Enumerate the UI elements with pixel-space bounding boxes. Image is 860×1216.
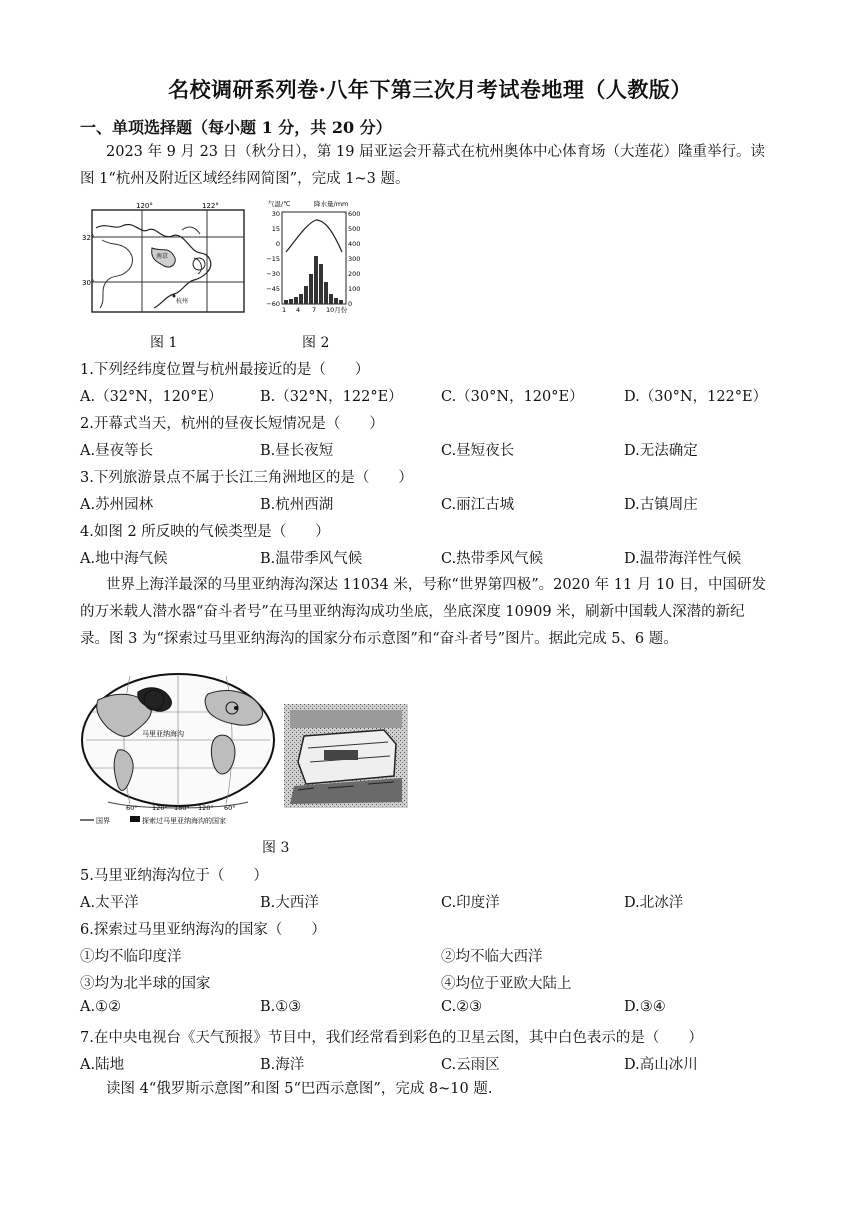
q1-option-b: B.（32°N，122°E） [260, 389, 403, 405]
q6-statement-3: ③均为北半球的国家 [80, 976, 211, 992]
q3-option-b: B.杭州西湖 [260, 497, 334, 513]
fig2-temperature-curve [286, 220, 342, 252]
passage-2-line-1: 世界上海洋最深的马里亚纳海沟深达 11034 米，号称“世界第四极”。2020 年 11 月 10 日，中国研发 [106, 577, 767, 593]
q2-option-c: C.昼短夜长 [441, 443, 515, 459]
q4-stem: 4.如图 2 所反映的气候类型是（ ） [80, 524, 330, 540]
figure-3-world-map [78, 670, 278, 826]
q2-option-d: D.无法确定 [624, 443, 698, 459]
q5-option-c: C.印度洋 [441, 895, 500, 911]
q4-option-a: A.地中海气候 [80, 551, 168, 567]
figure-3-caption: 图 3 [262, 840, 290, 856]
q7-stem: 7.在中央电视台《天气预报》节目中，我们经常看到彩色的卫星云图，其中白色表示的是（ ） [80, 1030, 703, 1046]
q2-option-b: B.昼长夜短 [260, 443, 334, 459]
q1-stem: 1.下列经纬度位置与杭州最接近的是（ ） [80, 362, 370, 378]
fig2-right-tick: 300 [348, 255, 361, 263]
fig1-lat-32: 32° [82, 234, 95, 242]
q6-option-c: C.②③ [441, 999, 483, 1015]
fig2-right-tick: 200 [348, 270, 361, 278]
fig2-left-tick: −60 [266, 300, 280, 308]
fig2-right-tick: 100 [348, 285, 361, 293]
q2-option-a: A.昼夜等长 [80, 443, 154, 459]
fig2-right-tick: 500 [348, 225, 361, 233]
q3-option-d: D.古镇周庄 [624, 497, 698, 513]
q4-option-c: C.热带季风气候 [441, 551, 544, 567]
q5-option-a: A.太平洋 [80, 895, 139, 911]
fig3-lon-120-west: 120° [152, 804, 168, 812]
fig3-legend-border: 国界 [96, 817, 110, 825]
fig2-right-axis-title: 降水量/mm [314, 200, 349, 208]
fig2-x-tick-10: 10月份 [326, 306, 348, 314]
fig1-lat-30: 30° [82, 279, 95, 287]
q1-option-d: D.（30°N，122°E） [624, 389, 768, 405]
fig2-x-tick-1: 1 [282, 306, 287, 314]
page-title: 名校调研系列卷·八年下第三次月考试卷地理（人教版） [168, 77, 692, 102]
fig2-left-ticks [266, 210, 280, 308]
figure-1-map [82, 200, 252, 320]
figure-2-caption: 图 2 [302, 335, 330, 351]
fig2-left-tick: 0 [275, 240, 280, 248]
fig3-lon-180: 180° [174, 804, 190, 812]
fig1-lon-120: 120° [136, 202, 153, 210]
submersible-photo [284, 704, 408, 808]
fig3-legend-countries: 探索过马里亚纳海沟的国家 [142, 817, 226, 825]
q4-option-d: D.温带海洋性气候 [624, 551, 742, 567]
fig2-left-tick: 15 [271, 225, 280, 233]
fig3-map-label: 马里亚纳海沟 [142, 730, 184, 738]
q6-option-a: A.①② [80, 999, 122, 1015]
q3-stem: 3.下列旅游景点不属于长江三角洲地区的是（ ） [80, 470, 413, 486]
fig2-left-axis-title: 气温/℃ [268, 200, 291, 208]
fig2-right-tick: 400 [348, 240, 361, 248]
q6-option-b: B.①③ [260, 999, 302, 1015]
q6-statement-4: ④均位于亚欧大陆上 [441, 976, 572, 992]
fig2-right-ticks [348, 210, 360, 308]
fig3-lon-60-west: 60° [126, 804, 138, 812]
fig1-lon-122: 122° [202, 202, 219, 210]
q5-option-b: B.大西洋 [260, 895, 319, 911]
fig1-place-hangzhou: 杭州 [176, 298, 189, 305]
q1-option-c: C.（30°N，120°E） [441, 389, 584, 405]
fig3-lon-60-east: 60° [224, 804, 236, 812]
passage-1-line-1: 2023 年 9 月 23 日（秋分日），第 19 届亚运会开幕式在杭州奥体中心体育场（大莲花）隆重举行。读 [106, 144, 766, 160]
q6-statement-1: ①均不临印度洋 [80, 949, 182, 965]
q7-option-b: B.海洋 [260, 1057, 305, 1073]
q3-option-c: C.丽江古城 [441, 497, 515, 513]
section-heading: 一、单项选择题（每小题 1 分，共 20 分） [80, 118, 392, 137]
fig3-lon-120-east: 120° [198, 804, 214, 812]
q3-option-a: A.苏州园林 [80, 497, 154, 513]
fig2-left-tick: 30 [271, 210, 280, 218]
q4-option-b: B.温带季风气候 [260, 551, 363, 567]
q5-stem: 5.马里亚纳海沟位于（ ） [80, 868, 268, 884]
q6-option-d: D.③④ [624, 999, 666, 1015]
fig1-place-nanjing: 南京 [156, 253, 169, 260]
fig2-x-tick-4: 4 [296, 306, 301, 314]
q5-option-d: D.北冰洋 [624, 895, 684, 911]
q7-option-c: C.云雨区 [441, 1057, 500, 1073]
q1-option-a: A.（32°N，120°E） [80, 389, 223, 405]
passage-1-line-2: 图 1“杭州及附近区域经纬网简图”，完成 1~3 题。 [80, 171, 410, 187]
fig2-right-tick: 600 [348, 210, 361, 218]
fig2-left-tick: −30 [266, 270, 280, 278]
fig2-right-tick: 0 [348, 300, 353, 308]
fig2-precip-bars [284, 256, 343, 304]
passage-2-line-3: 录。图 3 为“探索过马里亚纳海沟的国家分布示意图”和“奋斗者号”图片。据此完成 5、6 题。 [80, 631, 678, 647]
passage-3: 读图 4“俄罗斯示意图”和图 5“巴西示意图”，完成 8~10 题. [106, 1081, 493, 1097]
q6-stem: 6.探索过马里亚纳海沟的国家（ ） [80, 922, 326, 938]
q7-option-d: D.高山冰川 [624, 1057, 698, 1073]
figure-1-caption: 图 1 [150, 335, 178, 351]
q7-option-a: A.陆地 [80, 1057, 125, 1073]
fig2-left-tick: −15 [266, 255, 280, 263]
q2-stem: 2.开幕式当天，杭州的昼夜长短情况是（ ） [80, 416, 384, 432]
q6-statement-2: ②均不临大西洋 [441, 949, 543, 965]
fig2-x-tick-7: 7 [312, 306, 317, 314]
fig2-left-tick: −45 [266, 285, 280, 293]
passage-2-line-2: 的万米载人潜水器“奋斗者号”在马里亚纳海沟成功坐底，坐底深度 10909 米，刷新中国载人深潜的新纪 [80, 604, 745, 620]
figure-2-climate-chart [262, 198, 372, 322]
